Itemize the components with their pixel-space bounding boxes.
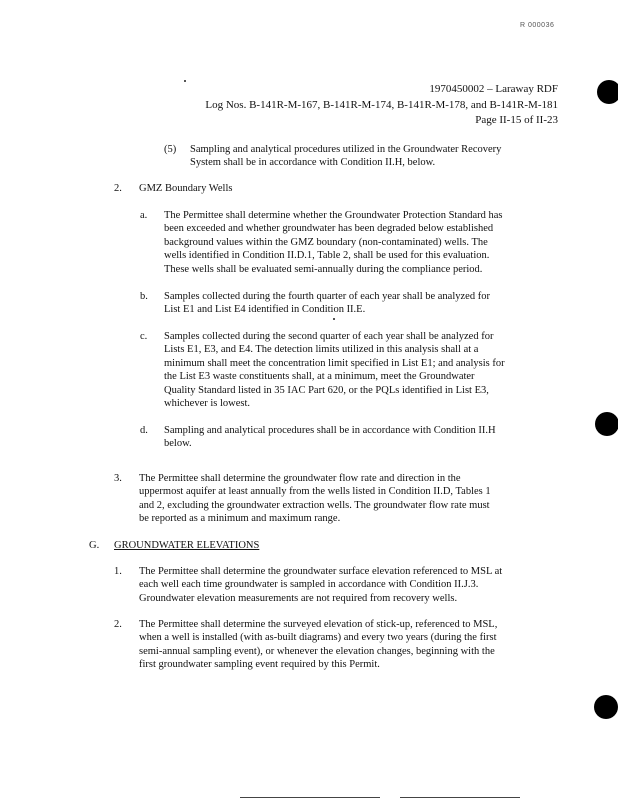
section-G2-number: 2.: [114, 619, 122, 630]
section-2d-letter: d.: [140, 425, 148, 436]
bates-stamp: R 000036: [520, 22, 555, 29]
section-3-number: 3.: [114, 473, 122, 484]
scan-speck: [333, 318, 335, 320]
section-2b-letter: b.: [140, 291, 148, 302]
scan-edge-line: [400, 797, 520, 798]
section-2-number: 2.: [114, 183, 122, 194]
scan-edge-line: [240, 797, 380, 798]
item-5-number: (5): [164, 144, 177, 155]
header-doc-id: 1970450002 – Laraway RDF: [429, 83, 558, 95]
header-page-number: Page II-15 of II-23: [475, 114, 558, 126]
section-2a-letter: a.: [140, 210, 148, 221]
section-2a-text: The Permittee shall determine whether the Groundwater Protection Standard has been exceeded and whether groundwater has been degraded below established background values within the GMZ boundary (non-contaminated) wells. The wells identified in Condition II.D.1, Table 2, shall be used for this evaluation. These wells shall be evaluated semi-annually during the compliance period.: [164, 210, 503, 275]
section-2c-text: Samples collected during the second quarter of each year shall be analyzed for Lists E1, E3, and E4. The detection limits utilized in this analysis shall at a minimum shall meet the concentration limit specified in List E1; and analysis for the List E3 waste constituents shall, at a minimum, meet the Groundwater Quality Standard listed in 35 IAC Part 620, or the PQLs identified in List E3, whichever is lowest.: [164, 331, 505, 410]
section-G2-text: The Permittee shall determine the surveyed elevation of stick-up, referenced to MSL, when a well is installed (with as-built diagrams) and every two years (during the first semi-annual sampling event), or whenever the elevation changes, beginning with the first groundwater sampling event required by this Permit.: [139, 619, 498, 671]
punch-hole-top: [597, 80, 618, 104]
section-G-title: GROUNDWATER ELEVATIONS: [114, 540, 260, 551]
section-2b-text: Samples collected during the fourth quarter of each year shall be analyzed for List E1 and List E4 identified in Condition II.E.: [164, 291, 490, 316]
header-log-numbers: Log Nos. B-141R-M-167, B-141R-M-174, B-141R-M-178, and B-141R-M-181: [205, 99, 558, 111]
section-G1-number: 1.: [114, 566, 122, 577]
punch-hole-bottom: [594, 695, 618, 719]
scan-speck: [184, 80, 186, 82]
punch-hole-middle: [595, 412, 618, 436]
section-G-letter: G.: [89, 540, 100, 551]
section-2d-text: Sampling and analytical procedures shall be in accordance with Condition II.H below.: [164, 425, 496, 450]
section-G1-text: The Permittee shall determine the groundwater surface elevation referenced to MSL at each well each time groundwater is sampled in accordance with Condition II.J.3. Groundwater elevation measurements are not required from recovery wells.: [139, 566, 503, 604]
section-3-text: The Permittee shall determine the groundwater flow rate and direction in the uppermost aquifer at least annually from the wells listed in Condition II.D, Tables 1 and 2, excluding the groundwater extraction wells. The groundwater flow rate must be reported as a minimum and maximum range.: [139, 473, 491, 525]
section-2c-letter: c.: [140, 331, 148, 342]
section-2-title: GMZ Boundary Wells: [139, 183, 233, 194]
item-5-text: Sampling and analytical procedures utilized in the Groundwater Recovery System shall be in accordance with Condition II.H, below.: [190, 144, 502, 169]
